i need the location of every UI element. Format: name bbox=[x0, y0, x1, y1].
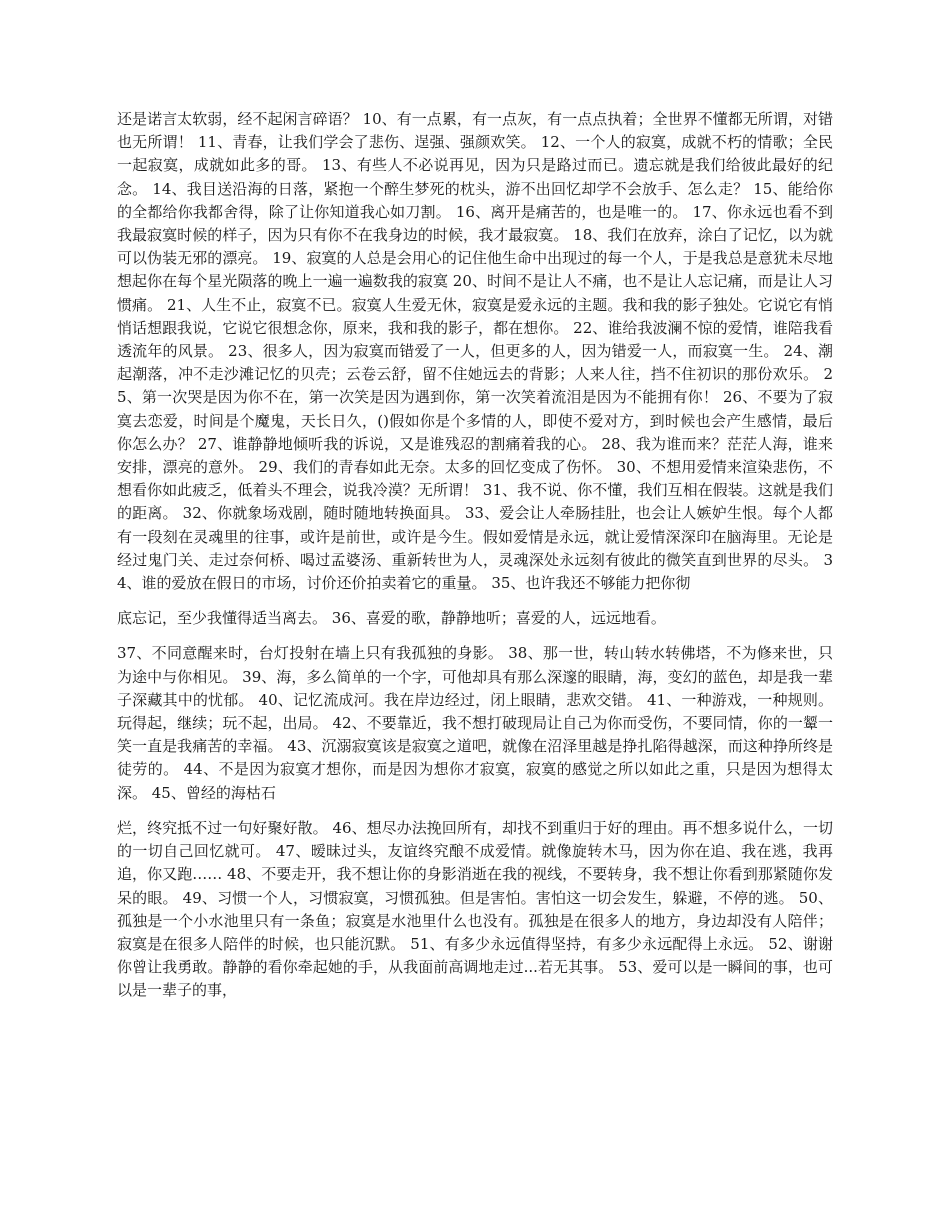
paragraph-1: 还是诺言太软弱，经不起闲言碎语？ 10、有一点累，有一点灰，有一点点执着；全世界不懂都无所谓，对错也无所谓！ 11、青春，让我们学会了悲伤、逞强、强颜欢笑。 12、一个人的寂寞，成就不朽的情歌；全民一起寂寞，成就如此多的哥。 13、有些人不必说再见，因为只是路过而已。遗忘就是我们给彼此最好的纪念。 14、我目送沿海的日落，紧抱一个醉生梦死的枕头，游不出回忆却学不会放手、怎么走？ 15、能给你的全都给你我都舍得，除了让你知道我心如刀割。 16、离开是痛苦的，也是唯一的。 17、你永远也看不到我最寂寞时候的样子，因为只有你不在我身边的时候，我才最寂寞。 18、我们在放弃，涂白了记忆，以为就可以伪装无邪的漂亮。 19、寂寞的人总是会用心的记住他生命中出现过的每一个人，于是我总是意犹未尽地想起你在每个星光陨落的晚上一遍一遍数我的寂寞 20、时间不是让人不痛，也不是让人忘记痛，而是让人习惯痛。 21、人生不止，寂寞不已。寂寞人生爱无休，寂寞是爱永远的主题。我和我的影子独处。它说它有悄悄话想跟我说，它说它很想念你，原来，我和我的影子，都在想你。 22、谁给我波澜不惊的爱情，谁陪我看透流年的风景。 23、很多人，因为寂寞而错爱了一人，但更多的人，因为错爱一人，而寂寞一生。 24、潮起潮落，冲不走沙滩记忆的贝壳；云卷云舒，留不住她远去的背影；人来人往，挡不住初识的那份欢乐。 25、第一次哭是因为你不在，第一次笑是因为遇到你，第一次笑着流泪是因为不能拥有你！ 26、不要为了寂寞去恋爱，时间是个魔鬼，天长日久，()假如你是个多情的人，即使不爱对方，到时候也会产生感情，最后你怎么办？ 27、谁静静地倾听我的诉说，又是谁残忍的割痛着我的心。 28、我为谁而来？茫茫人海，谁来安排，漂亮的意外。 29、我们的青春如此无奈。太多的回忆变成了伤怀。 30、不想用爱情来渲染悲伤，不想看你如此疲乏，低着头不理会，说我冷漠？无所谓！ 31、我不说、你不懂，我们互相在假装。这就是我们的距离。 32、你就象场戏剧，随时随地转换面具。 33、爱会让人牵肠挂肚，也会让人嫉妒生恨。每个人都有一段刻在灵魂里的往事，或许是前世，或许是今生。假如爱情是永远，就让爱情深深印在脑海里。无论是经过鬼门关、走过奈何桥、喝过孟婆汤、重新转世为人，灵魂深处永远刻有彼此的微笑直到世界的尽头。 34、谁的爱放在假日的市场，讨价还价拍卖着它的重量。 35、也许我还不够能力把你彻 bbox=[117, 110, 833, 593]
paragraph-2: 底忘记，至少我懂得适当离去。 36、喜爱的歌，静静地听；喜爱的人，远远地看。 bbox=[117, 609, 666, 628]
paragraph-4: 烂，终究抵不过一句好聚好散。 46、想尽办法挽回所有，却找不到重归于好的理由。再不想多说什么，一切的一切自己回忆就可。 47、暧昧过头，友谊终究酿不成爱情。就像旋转木马，因为你在追、我在逃，我再追，你又跑…… 48、不要走开，我不想让你的身影消逝在我的视线，不要转身，我不想让你看到那紧随你发呆的眼。 49、习惯一个人，习惯寂寞，习惯孤独。但是害怕。害怕这一切会发生，躲避，不停的逃。 50、孤独是一个小水池里只有一条鱼；寂寞是水池里什么也没有。孤独是在很多人的地方，身边却没有人陪伴；寂寞是在很多人陪伴的时候，也只能沉默。 51、有多少永远值得坚持，有多少永远配得上永远。 52、谢谢你曾让我勇敢。静静的看你牵起她的手，从我面前高调地走过...若无其事。 53、爱可以是一瞬间的事，也可以是一辈子的事， bbox=[117, 818, 833, 1000]
document-body bbox=[117, 108, 833, 1015]
paragraph-3: 37、不同意醒来时，台灯投射在墙上只有我孤独的身影。 38、那一世，转山转水转佛塔，不为修来世，只为途中与你相见。 39、海，多么简单的一个字，可他却具有那么深邃的眼睛，海，变幻的蓝色，却是我一辈子深藏其中的忧郁。 40、记忆流成河。我在岸边经过，闭上眼睛，悲欢交错。 41、一种游戏，一种规则。玩得起，继续；玩不起，出局。 42、不要靠近，我不想打破现局让自己为你而受伤，不要同情，你的一颦一笑一直是我痛苦的幸福。 43、沉溺寂寞该是寂寞之道吧，就像在沼泽里越是挣扎陷得越深，而这种挣所终是徒劳的。 44、不是因为寂寞才想你，而是因为想你才寂寞，寂寞的感觉之所以如此之重，只是因为想得太深。 45、曾经的海枯石 bbox=[117, 644, 833, 802]
